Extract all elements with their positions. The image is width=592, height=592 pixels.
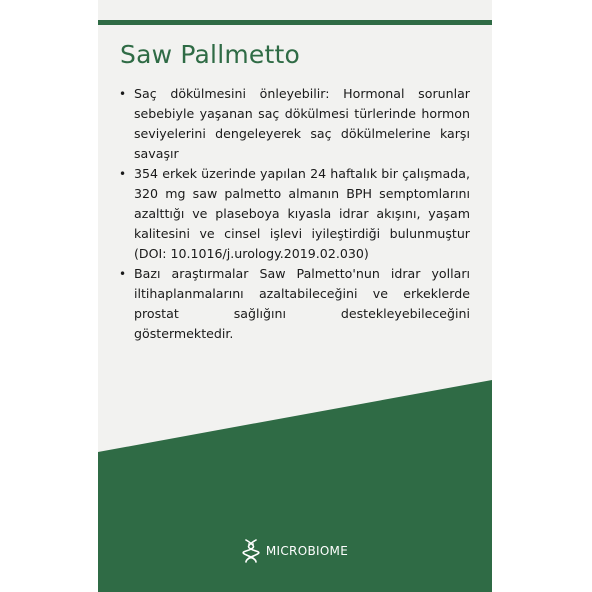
bullet-dot: • — [119, 87, 127, 101]
bullet-text: 354 erkek üzerinde yapılan 24 haftalık bir çalışmada, 320 mg saw palmetto almanın BPH semptomlarını azalttığı ve plaseboya kıyasla idrar akışını, yaşam kalitesini ve cinsel işlevi iyileştirdiği bulunmuştur (DOI: 10.1016/j.urology.2019.02.030) — [134, 166, 470, 261]
bullet-item — [119, 264, 470, 344]
bullet-text: Saç dökülmesini önleyebilir: Hormonal sorunlar sebebiyle yaşanan saç dökülmesi türlerinde hormon seviyelerini dengeleyerek saç dökülmelerine karşı savaşır — [134, 86, 470, 161]
brand-name: MICROBIOME — [265, 544, 349, 558]
bullet-item — [119, 164, 470, 264]
bullet-dot: • — [119, 167, 127, 181]
bullet-text: Bazı araştırmalar Saw Palmetto'nun idrar yolları iltihaplanmalarını azaltabileceğini ve erkeklerde prostat sağlığını destekleyebileceğini göstermektedir. — [134, 266, 470, 341]
card-title: Saw Pallmetto — [120, 40, 300, 69]
info-card — [98, 0, 492, 592]
bullet-list — [119, 84, 470, 344]
bullet-dot: • — [119, 267, 127, 281]
dna-helix-icon — [242, 538, 260, 564]
bullet-item — [119, 84, 470, 164]
brand-logo — [98, 538, 492, 564]
